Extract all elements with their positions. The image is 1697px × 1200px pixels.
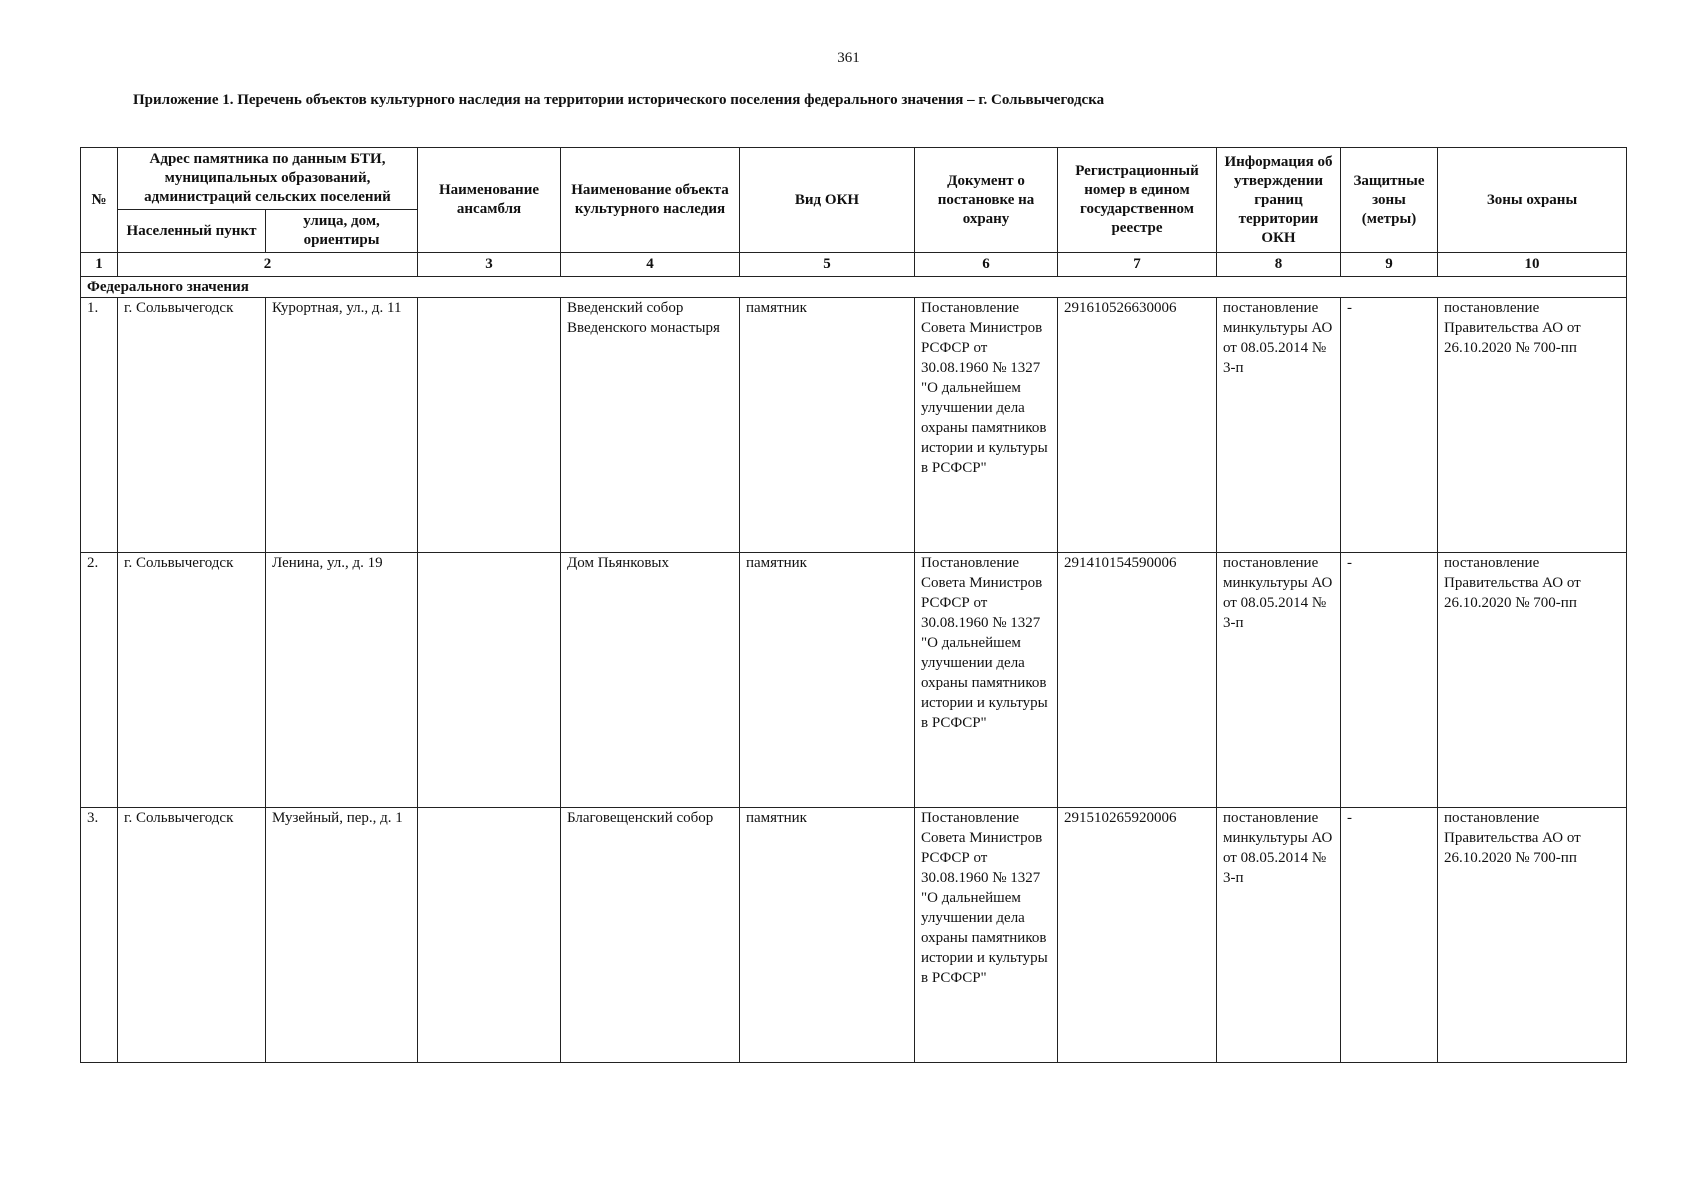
cell-protective-zones: -: [1341, 553, 1438, 808]
header-object-name: Наименование объекта культурного наследия: [561, 148, 740, 253]
cell-ensemble: [418, 808, 561, 1063]
column-number: 4: [561, 253, 740, 277]
header-kind: Вид ОКН: [740, 148, 915, 253]
table-row: [81, 298, 1627, 553]
cell-protective-zones: -: [1341, 808, 1438, 1063]
cell-protective-zones: -: [1341, 298, 1438, 553]
page-number: 361: [837, 50, 860, 66]
cell-protection-zones: постановление Правительства АО от 26.10.2020 № 700-пп: [1438, 298, 1627, 553]
column-number: 6: [915, 253, 1058, 277]
cell-reg-number: 291510265920006: [1058, 808, 1217, 1063]
header-row-top: [81, 148, 1627, 210]
column-number: 5: [740, 253, 915, 277]
cell-document: Постановление Совета Министров РСФСР от 30.08.1960 № 1327 "О дальнейшем улучшении дела охраны памятников истории и культуры в РСФСР": [915, 553, 1058, 808]
header-document: Документ о постановке на охрану: [915, 148, 1058, 253]
cell-boundaries-info: постановление минкультуры АО от 08.05.2014 № 3-п: [1217, 808, 1341, 1063]
column-number-row: [81, 253, 1627, 277]
column-number: 7: [1058, 253, 1217, 277]
cell-document: Постановление Совета Министров РСФСР от 30.08.1960 № 1327 "О дальнейшем улучшении дела охраны памятников истории и культуры в РСФСР": [915, 808, 1058, 1063]
section-row: [81, 277, 1627, 298]
table-row: [81, 808, 1627, 1063]
column-number: 8: [1217, 253, 1341, 277]
cell-boundaries-info: постановление минкультуры АО от 08.05.2014 № 3-п: [1217, 553, 1341, 808]
cell-settlement: г. Сольвычегодск: [118, 298, 266, 553]
cell-document: Постановление Совета Министров РСФСР от 30.08.1960 № 1327 "О дальнейшем улучшении дела охраны памятников истории и культуры в РСФСР": [915, 298, 1058, 553]
document-title: Приложение 1. Перечень объектов культурного наследия на территории исторического поселения федерального значения – г. Сольвычегодска: [133, 92, 1105, 108]
section-title: Федерального значения: [81, 277, 1627, 298]
header-street: улица, дом, ориентиры: [266, 210, 418, 253]
column-number: 9: [1341, 253, 1438, 277]
column-number: 2: [118, 253, 418, 277]
cell-street: Курортная, ул., д. 11: [266, 298, 418, 553]
header-address-group: Адрес памятника по данным БТИ, муниципальных образований, администраций сельских поселений: [118, 148, 418, 210]
header-protection-zones: Зоны охраны: [1438, 148, 1627, 253]
cell-num: 1.: [81, 298, 118, 553]
cell-settlement: г. Сольвычегодск: [118, 553, 266, 808]
cell-ensemble: [418, 553, 561, 808]
column-number: 3: [418, 253, 561, 277]
cell-settlement: г. Сольвычегодск: [118, 808, 266, 1063]
cell-protection-zones: постановление Правительства АО от 26.10.2020 № 700-пп: [1438, 553, 1627, 808]
column-number: 10: [1438, 253, 1627, 277]
cell-object-name: Дом Пьянковых: [561, 553, 740, 808]
header-ensemble: Наименование ансамбля: [418, 148, 561, 253]
cell-object-name: Благовещенский собор: [561, 808, 740, 1063]
cell-ensemble: [418, 298, 561, 553]
cell-object-name: Введенский собор Введенского монастыря: [561, 298, 740, 553]
header-settlement: Населенный пункт: [118, 210, 266, 253]
cell-boundaries-info: постановление минкультуры АО от 08.05.2014 № 3-п: [1217, 298, 1341, 553]
heritage-objects-table: [80, 147, 1627, 1063]
cell-protection-zones: постановление Правительства АО от 26.10.2020 № 700-пп: [1438, 808, 1627, 1063]
cell-reg-number: 291410154590006: [1058, 553, 1217, 808]
cell-num: 2.: [81, 553, 118, 808]
column-number: 1: [81, 253, 118, 277]
cell-reg-number: 291610526630006: [1058, 298, 1217, 553]
header-protective-zones: Защитные зоны (метры): [1341, 148, 1438, 253]
header-boundaries-info: Информация об утверждении границ территории ОКН: [1217, 148, 1341, 253]
header-reg-number: Регистрационный номер в едином государственном реестре: [1058, 148, 1217, 253]
header-num: №: [81, 148, 118, 253]
cell-street: Ленина, ул., д. 19: [266, 553, 418, 808]
table-row: [81, 553, 1627, 808]
cell-num: 3.: [81, 808, 118, 1063]
cell-kind: памятник: [740, 808, 915, 1063]
cell-kind: памятник: [740, 553, 915, 808]
cell-street: Музейный, пер., д. 1: [266, 808, 418, 1063]
cell-kind: памятник: [740, 298, 915, 553]
